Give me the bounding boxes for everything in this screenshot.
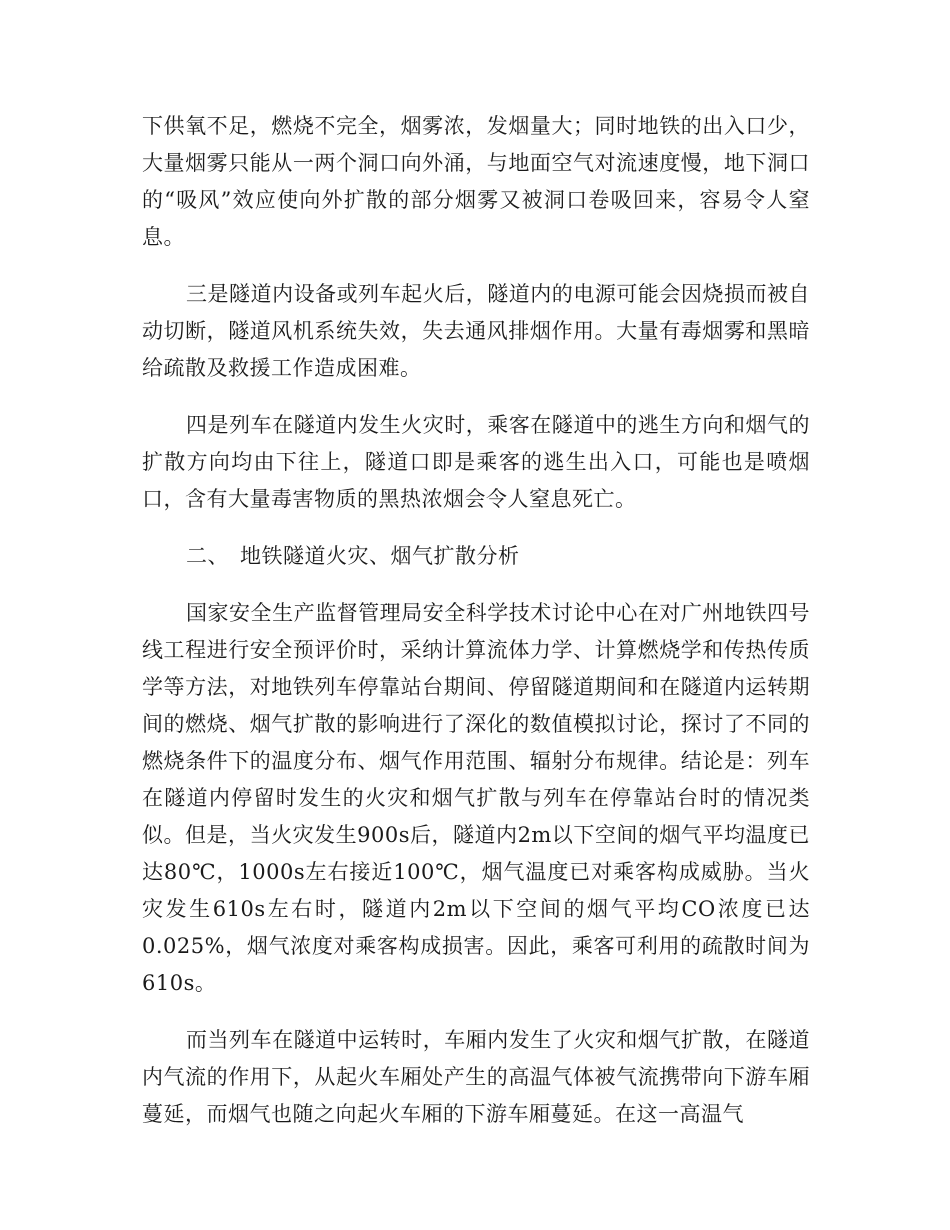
section-heading: 二、 地铁隧道火灾、烟气扩散分析 [186, 544, 520, 568]
paragraph-4: 国家安全生产监督管理局安全科学技术讨论中心在对广州地铁四号线工程进行安全预评价时，采纳计算流体力学、计算燃烧学和传热传质学等方法，对地铁列车停靠站台期间、停留隧道期间和在隧道内运转期间的燃烧、烟气扩散的影响进行了深化的数值模拟讨论，探讨了不同的燃烧条件下的温度分布、烟气作用范围、辐射分布规律。结论是：列车在隧道内停留时发生的火灾和烟气扩散与列车在停靠站台时的情况类似。但是，当火灾发生900s后，隧道内2m以下空间的烟气平均温度已达80℃，1000s左右接近100℃，烟气温度已对乘客构成威胁。当火灾发生610s左右时，隧道内2m以下空间的烟气平均CO浓度已达0.025%，烟气浓度对乘客构成损害。因此，乘客可利用的疏散时间为610s。 [142, 601, 810, 995]
paragraph-3: 四是列车在隧道内发生火灾时，乘客在隧道中的逃生方向和烟气的扩散方向均由下往上，隧道口即是乘客的逃生出入口，可能也是喷烟口，含有大量毒害物质的黑热浓烟会令人窒息死亡。 [142, 413, 810, 511]
paragraph-2: 三是隧道内设备或列车起火后，隧道内的电源可能会因烧损而被自动切断，隧道风机系统失效，失去通风排烟作用。大量有毒烟雾和黑暗给疏散及救援工作造成困难。 [142, 282, 810, 380]
paragraph-5: 而当列车在隧道中运转时，车厢内发生了火灾和烟气扩散，在隧道内气流的作用下，从起火车厢处产生的高温气体被气流携带向下游车厢蔓延，而烟气也随之向起火车厢的下游车厢蔓延。在这一高温气 [142, 1028, 810, 1126]
paragraph-1: 下供氧不足，燃烧不完全，烟雾浓，发烟量大；同时地铁的出入口少，大量烟雾只能从一两个洞口向外涌，与地面空气对流速度慢，地下洞口的“吸风”效应使向外扩散的部分烟雾又被洞口卷吸回来，容易令人窒息。 [142, 114, 810, 249]
document-page [142, 108, 810, 1133]
